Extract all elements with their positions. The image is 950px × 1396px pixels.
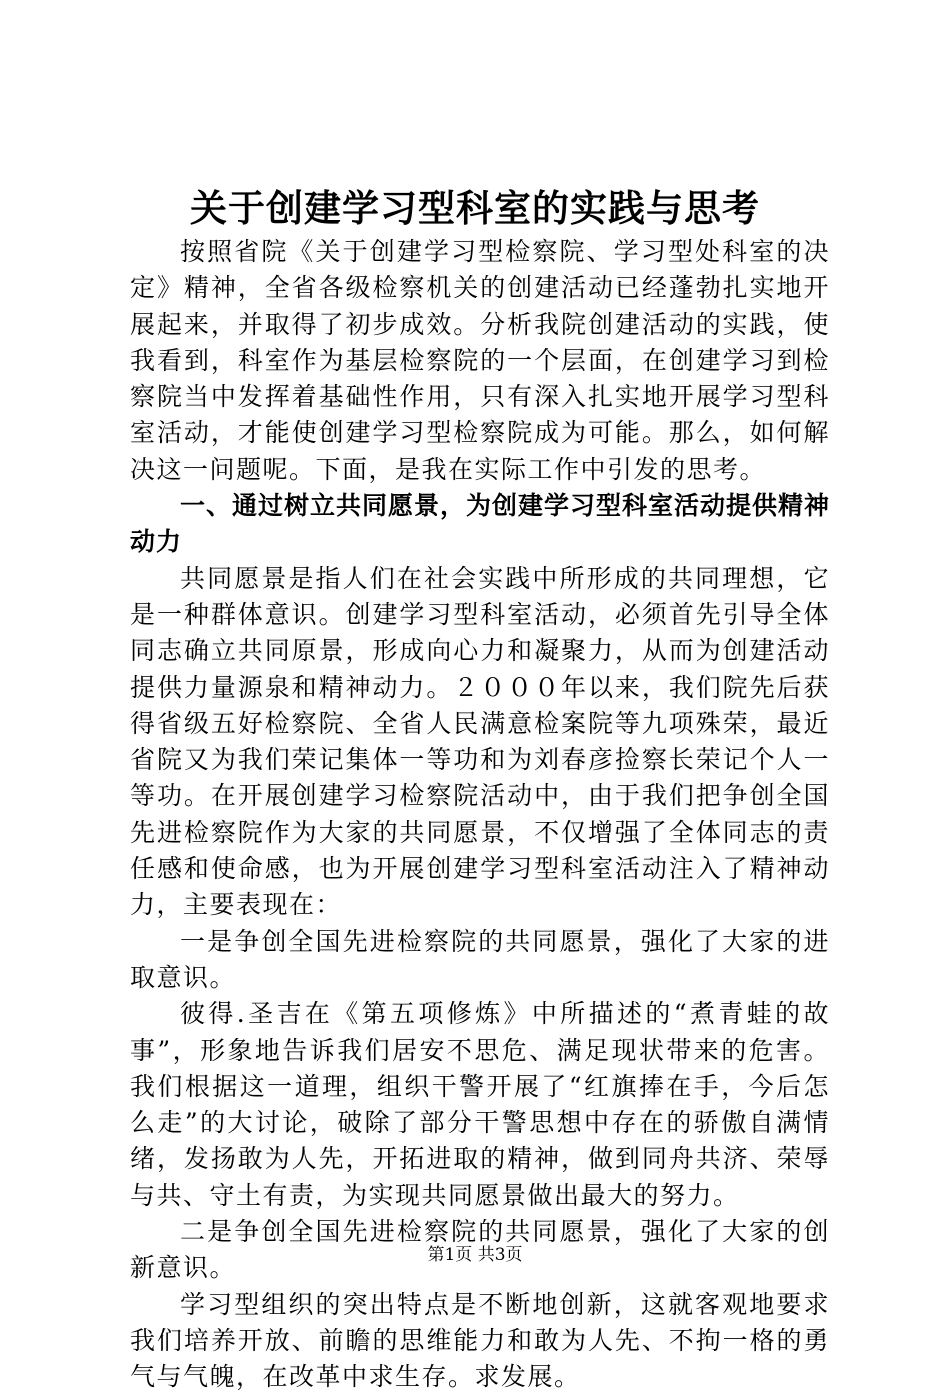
section-heading-1: 一、通过树立共同愿景，为创建学习型科室活动提供精神动力 <box>130 491 831 557</box>
paragraph-point-one: 一是争创全国先进检察院的共同愿景，强化了大家的进取意识。 <box>130 926 830 992</box>
paragraph-point-two: 二是争创全国先进检察院的共同愿景，强化了大家的创新意识。 <box>130 1217 830 1283</box>
paragraph-innovation: 学习型组织的突出特点是不断地创新，这就客观地要求我们培养开放、前瞻的思维能力和敢为人先、不拘一格的勇气与气魄，在改革中求生存。求发展。 <box>130 1289 830 1392</box>
paragraph-shared-vision: 共同愿景是指人们在社会实践中所形成的共同理想，它是一种群体意识。创建学习型科室活动，必须首先引导全体同志确立共同原景，形成向心力和凝聚力，从而为创建活动提供力量源泉和精神动力。２０００年以来，我们院先后获得省级五好检察院、全省人民满意检案院等九项殊荣，最近省院又为我们荣记集体一等功和为刘春彦捡察长荣记个人一等功。在开展创建学习检察院活动中，由于我们把争创全国先进检察院作为大家的共同愿景，不仅增强了全体同志的责任感和使命感，也为开展创建学习型科室活动注入了精神动力，主要表现在： <box>130 563 830 920</box>
paragraph-intro: 按照省院《关于创建学习型检察院、学习型处科室的决定》精神，全省各级检察机关的创建活动已经蓬勃扎实地开展起来，并取得了初步成效。分析我院创建活动的实践，使我看到，科室作为基层检察院的一个层面，在创建学习到检察院当中发挥着基础性作用，只有深入扎实地开展学习型科室活动，才能使创建学习型检察院成为可能。那么，如何解决这一问题呢。下面，是我在实际工作中引发的思考。 <box>130 237 830 484</box>
paragraph-boiling-frog: 彼得.圣吉在《第五项修炼》中所描述的“煮青蛙的故事”，形象地告诉我们居安不思危、满足现状带来的危害。我们根据这一道理，组织干警开展了“红旗捧在手，今后怎么走”的大讨论，破除了部分干警思想中存在的骄傲自满情绪，发扬敢为人先，开拓进取的精神，做到同舟共济、荣辱与共、守土有责，为实现共同愿景做出最大的努力。 <box>130 999 830 1210</box>
page-footer: 第1页 共3页 <box>427 1245 523 1265</box>
document-title: 关于创建学习型科室的实践与思考 <box>190 186 760 230</box>
document-body <box>130 234 830 1396</box>
